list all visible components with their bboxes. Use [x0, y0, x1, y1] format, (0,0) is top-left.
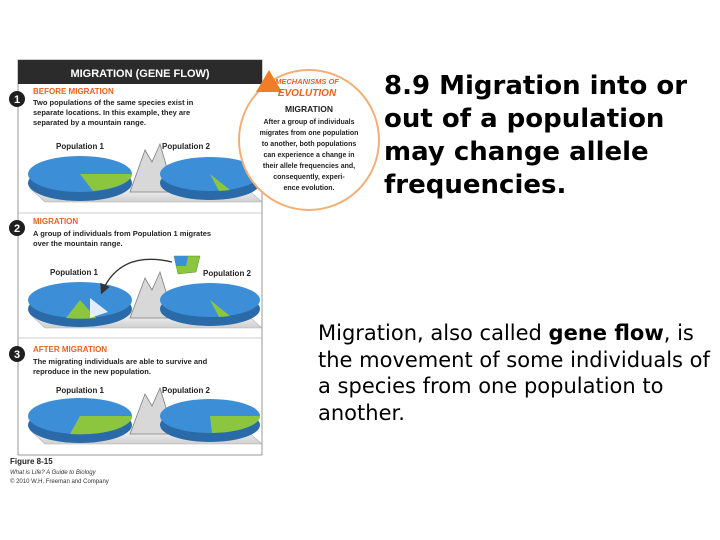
mechanisms-text-line: consequently, experi-	[273, 174, 345, 181]
step-1-heading: BEFORE MIGRATION	[33, 87, 114, 96]
step-2-text-line: over the mountain range.	[33, 239, 123, 248]
step-1-text-line: Two populations of the same species exist in	[33, 98, 194, 107]
body-text-end: , is the movement of some individuals of a species from one population to another.	[318, 321, 710, 425]
step-1-pop1-label: Population 1	[56, 142, 104, 151]
step-3-pop1-pie	[28, 398, 132, 443]
figure-header: MIGRATION (GENE FLOW)	[70, 68, 210, 80]
figure-caption-copyright: © 2010 W.H. Freeman and Company	[10, 479, 109, 485]
step-1-number: 1	[13, 94, 21, 106]
step-3-text-line: reproduce in the new population.	[33, 367, 151, 376]
step-3-pop2-pie	[160, 399, 260, 442]
mechanisms-subtitle: MIGRATION	[284, 104, 334, 114]
slide-body-text	[318, 320, 713, 426]
step-3-number: 3	[13, 349, 21, 361]
step-2-heading: MIGRATION	[33, 217, 79, 226]
mechanisms-text-line: can experience a change in	[263, 152, 355, 159]
step-1-text-line: separate locations. In this example, they are	[33, 108, 191, 117]
step-1-pop1-pie	[28, 156, 132, 201]
mechanisms-text-line: After a group of individuals	[263, 119, 355, 126]
step-3-pop1-label: Population 1	[56, 386, 104, 395]
mechanisms-text-line: their allele frequencies and,	[262, 163, 356, 170]
step-2-text-line: A group of individuals from Population 1 migrates	[33, 229, 212, 238]
step-2-number: 2	[13, 223, 21, 235]
step-2-pop2-label: Population 2	[203, 269, 251, 278]
figure-caption-book: What is Life? A Guide to Biology	[10, 470, 96, 476]
step-1-pop2-label: Population 2	[162, 142, 210, 151]
step-2-migrant-wedge	[174, 256, 200, 274]
mechanisms-title-line: MECHANISMS OF	[275, 77, 339, 86]
step-3-text-line: The migrating individuals are able to survive and	[33, 357, 208, 366]
step-2-pop1-label: Population 1	[50, 268, 98, 277]
step-3-pop2-label: Population 2	[162, 386, 210, 395]
mechanisms-callout	[239, 70, 379, 210]
mechanisms-title-line: EVOLUTION	[277, 88, 337, 99]
mechanisms-text-line: ence evolution.	[283, 185, 335, 192]
mechanisms-text-line: to another, both populations	[261, 141, 357, 148]
slide-title: 8.9 Migration into or out of a population may change allele frequencies.	[384, 71, 688, 200]
step-1-text-line: separated by a mountain range.	[33, 118, 146, 127]
step-2-pop2-pie	[160, 283, 260, 326]
body-text-start: Migration, also called	[318, 321, 549, 345]
body-term-gene-flow: gene flow	[548, 321, 664, 345]
step-2-pop1-pie	[28, 282, 132, 327]
figure-caption-number: Figure 8-15	[10, 457, 53, 466]
step-3-heading: AFTER MIGRATION	[33, 345, 108, 354]
mechanisms-text-line: migrates from one population	[259, 130, 359, 137]
